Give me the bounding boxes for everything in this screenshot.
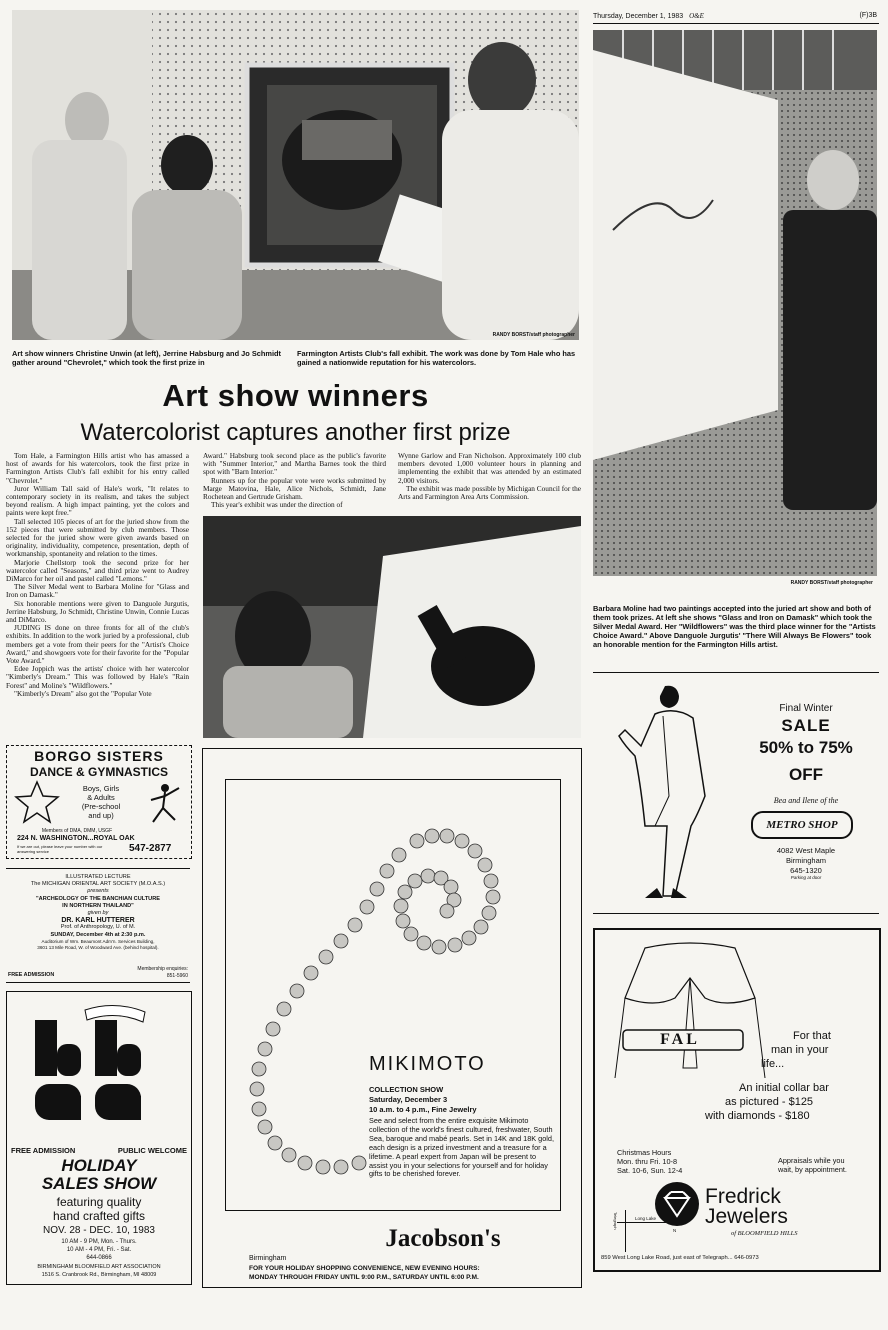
bbaa-hours-1: 10 AM - 9 PM, Mon. - Thurs.: [61, 1239, 137, 1245]
article-paragraph: Runners up for the popular vote were works submitted by Marge Matovina, Hale, Alice Nichols, Schmidt, Jane Rochetean and Gertrude Grisham.: [203, 475, 386, 502]
lecture-phone: 851-5960: [166, 973, 188, 979]
photo-scene: [203, 516, 581, 738]
borgo-line: (Pre-school: [81, 802, 121, 811]
article-paragraph: The Silver Medal went to Barbara Moline for "Glass and Iron on Damask.": [6, 582, 189, 600]
borgo-address: 224 N. WASHINGTON...ROYAL OAK: [17, 835, 135, 842]
bbaa-title-2: SALES SHOW: [41, 1174, 157, 1193]
lecture-line: The MICHIGAN ORIENTAL ART SOCIETY (M.O.A.S.): [30, 881, 166, 888]
article-paragraph: Juror William Tall said of Hale's work, "It relates to contemporary society in its realism, and takes the subject beyond realism. A high impact painting, yet the colors and paints were kept free.": [6, 483, 189, 518]
lecture-line: given by: [87, 910, 109, 917]
diamond-logo-icon: [653, 1180, 701, 1228]
metro-shop-logo: METRO SHOP: [751, 811, 853, 839]
photo-flowers-painting: [593, 30, 877, 586]
ad-oriental-art-lecture: [6, 868, 190, 983]
lecture-line: IN NORTHERN THAILAND": [62, 902, 134, 909]
fredrick-appraisals-1: Appraisals while you: [778, 1156, 845, 1165]
article-paragraph: This year's exhibit was under the direction of: [211, 500, 343, 510]
lecture-line: SUNDAY, December 4th at 2:30 p.m.: [50, 931, 146, 938]
mikimoto-line-2: Saturday, December 3: [369, 1095, 448, 1104]
ad-metro-shop: [593, 676, 879, 908]
article-paragraph: JUDING IS done on three fronts for all of the club's exhibits. In addition to the work juried by a professional, club members get a vote from their peers for the "Artist's Choice Award," and showgoers vote for their favorite for the "Popular Vote Award.": [6, 623, 189, 666]
photo2-credit: RANDY BORST/staff photographer: [790, 580, 873, 586]
lecture-membership: Membership enquiries:: [137, 966, 188, 972]
metro-line-1: Final Winter: [779, 703, 833, 714]
lecture-line: presents: [87, 888, 109, 895]
lecture-free: FREE ADMISSION: [8, 972, 55, 978]
lecture-line: "ARCHEOLOGY OF THE BANCHIAN CULTURE: [36, 895, 160, 902]
ad-fredrick-jewelers: [593, 928, 881, 1272]
bbaa-dates: NOV. 28 - DEC. 10, 1983: [43, 1225, 155, 1236]
metro-sale: SALE: [781, 716, 831, 735]
article-paragraph: Tall selected 105 pieces of art for the juried show from the 152 pieces that were submitted by club members. Those selected for the juried show were given awards based on originality, individuality, competence, presentation, depth of workmanship, spontaneity and relation to the times.: [6, 516, 189, 559]
fredrick-hours-2: Mon. thru Fri. 10-8: [617, 1157, 678, 1166]
fredrick-line-6: with diamonds - $180: [705, 1110, 810, 1122]
borgo-line: and up): [88, 811, 114, 820]
jacobsons-footer-2: MONDAY THROUGH FRIDAY UNTIL 9:00 P.M., SATURDAY UNTIL 6:00 P.M.: [249, 1274, 479, 1281]
map-telegraph-label: Telegraph: [613, 1212, 618, 1230]
fredrick-line-4: An initial collar bar: [739, 1082, 829, 1094]
article-column-2: [203, 452, 386, 509]
borgo-name: BORGO SISTERS: [34, 748, 164, 764]
article-paragraph: Marjorie Chellstorp took the second prize for her watercolor called "Seasons," and third prize went to Audrey DiMarco for her oil and pastel called "Lemons.": [6, 557, 189, 584]
borgo-type: DANCE & GYMNASTICS: [29, 765, 168, 779]
borgo-members: Members of DMA, DMM, USGF: [41, 828, 113, 834]
metro-owners: Bea and Ilene of the: [773, 796, 839, 805]
article-paragraph: Six honorable mentions were given to Danguole Jurgutis, Jerrine Habsburg, Jo Schmidt, Christine Unwin, Connie Lucas and DiMarco.: [6, 598, 189, 625]
article-paragraph: "Kimberly's Dream" also got the "Popular Vote: [14, 688, 152, 698]
article-subhead: Watercolorist captures another first prize: [80, 419, 511, 446]
mikimoto-brand: MIKIMOTO: [369, 1053, 486, 1075]
mikimoto-line-3: 10 a.m. to 4 p.m., Fine Jewelry: [369, 1105, 477, 1114]
bbaa-free-admission: FREE ADMISSION: [11, 1146, 76, 1155]
jacobsons-footer-1: FOR YOUR HOLIDAY SHOPPING CONVENIENCE, NEW EVENING HOURS:: [249, 1265, 480, 1272]
header-date: Thursday, December 1, 1983: [593, 13, 684, 20]
map-long-lake-label: Long Lake: [635, 1216, 657, 1221]
jacobsons-city: Birmingham: [249, 1255, 287, 1262]
metro-address-2: Birmingham: [785, 856, 826, 865]
photo1-credit: RANDY BORST/staff photographer: [492, 332, 575, 338]
lecture-line: Auditorium of Wm. Beaumont Adm'n. Services Building,: [41, 938, 155, 944]
jacobsons-logo: Jacobson's: [385, 1225, 501, 1252]
bbaa-sub-2: hand crafted gifts: [52, 1209, 146, 1223]
metro-address-1: 4082 West Maple: [776, 846, 836, 855]
bbaa-sub-1: featuring quality: [56, 1195, 142, 1209]
fredrick-appraisals-2: wait, by appointment.: [778, 1165, 847, 1174]
photo-scene: [593, 30, 877, 576]
article-column-1: [6, 452, 189, 698]
fredrick-line-2: man in your: [771, 1044, 829, 1056]
bbaa-hours-2: 10 AM - 4 PM, Fri. - Sat.: [66, 1247, 132, 1253]
borgo-line: & Adults: [87, 793, 115, 802]
ad-mikimoto-jacobsons: [202, 748, 582, 1288]
fredrick-name-1: Fredrick: [705, 1185, 781, 1208]
mikimoto-body: See and select from the entire exquisite Mikimoto collection of the world's finest cultured, freshwater, South Sea, baroque and mabé pearls. Set in 14K and 18K gold, each design is a prized investment and a treasure for a lifetime. A pearl expert from Japan will be present to assist you in your selections for yourself and for holiday gifts to be cherished forever.: [369, 1116, 554, 1179]
borgo-phone: 547-2877: [129, 843, 172, 854]
fashion-model-illustration: [605, 676, 725, 904]
lecture-line: 3601 13 Mile Road, W. of Woodward Ave. (behind hospital).: [37, 944, 159, 950]
fredrick-address: 859 West Long Lake Road, just east of Telegraph... 646-0973: [601, 1255, 759, 1261]
mikimoto-line-1: COLLECTION SHOW: [369, 1085, 444, 1094]
photo-scene: [12, 10, 579, 340]
fredrick-line-5: as pictured - $125: [725, 1096, 814, 1108]
collar-bar-initials: FAL: [660, 1031, 700, 1048]
photo-moline-painting: [203, 516, 581, 738]
article-paragraph: The exhibit was made possible by Michigan Council for the Arts and Farmington Area Arts Commission.: [398, 483, 581, 502]
metro-off: OFF: [789, 765, 823, 784]
photo-art-show-winners: [12, 10, 579, 340]
article-headline: Art show winners: [162, 378, 429, 413]
lecture-speaker: DR. KARL HUTTERER: [61, 917, 135, 925]
page-header: [593, 12, 877, 20]
bbaa-org: BIRMINGHAM BLOOMFIELD ART ASSOCIATION: [37, 1264, 161, 1270]
lecture-line: Prof. of Anthropology, U. of M.: [60, 924, 136, 931]
metro-phone: 645-1320: [790, 866, 822, 875]
bbaa-address: 1516 S. Cranbrook Rd., Birmingham, MI 48009: [41, 1272, 157, 1278]
fredrick-line-3: life...: [761, 1058, 785, 1070]
header-page: (F)3B: [859, 12, 877, 19]
bbaa-title-1: HOLIDAY: [61, 1156, 137, 1175]
star-gymnast-icon: [15, 780, 59, 824]
map-north-label: N: [673, 1228, 677, 1233]
bbaa-phone: 644-0866: [86, 1255, 112, 1261]
article-paragraph: Wynne Garlow and Fran Nicholson. Approximately 100 club members devoted 1,000 volunteer hours in planning and implementing the exhibit that was attended by an estimated 2,000 visitors.: [398, 451, 581, 485]
ad-borgo-sisters: [6, 745, 192, 859]
dancer-icon: [145, 782, 185, 826]
photo1-caption-right: Farmington Artists Club's fall exhibit. The work was done by Tom Hale who has gained a nationwide reputation for his watercolors.: [297, 349, 576, 367]
fredrick-name-3: of BLOOMFIELD HILLS: [731, 1230, 798, 1237]
bbaa-public-welcome: PUBLIC WELCOME: [117, 1146, 187, 1155]
bbaa-logo: [25, 1000, 175, 1130]
header-paper: O&E: [689, 12, 704, 20]
metro-parking: Parking at door: [790, 875, 822, 880]
photo2-caption: Barbara Moline had two paintings accepted into the juried art show and both of them took prizes. At left she shows "Glass and Iron on Damask" which took the Silver Medal Award. Her "Wildflowers" was the third place winner for the "Artists Choice Award." Above Danguole Jurgutis' "There Will Always Be Flowers" took an honorable mention for the Farmington Hills artist.: [593, 604, 876, 649]
article-paragraph: Edee Joppich was the artists' choice with her watercolor "Kimberly's Dream." This was followed by Hale's "Rain Forest" and Moline's "Wildflowers.": [6, 664, 189, 690]
fredrick-line-1: For that: [793, 1030, 831, 1042]
borgo-note: If we are out, please leave your number with our answering service: [17, 844, 103, 854]
article-paragraph: Award." Habsburg took second place as the public's favorite with "Summer Interior," and Martha Barnes took the third spot with "Barn Interior.": [203, 451, 386, 477]
borgo-line: Boys, Girls: [82, 784, 120, 793]
fredrick-name-2: Jewelers: [705, 1205, 788, 1228]
fredrick-hours-1: Christmas Hours: [617, 1148, 672, 1157]
article-column-3: [398, 452, 581, 501]
photo1-caption-left: Art show winners Christine Unwin (at left), Jerrine Habsburg and Jo Schmidt gather around "Chevrolet," which took the first prize in: [12, 349, 281, 367]
fredrick-hours-3: Sat. 10-6, Sun. 12-4: [617, 1166, 683, 1175]
shirt-collar-illustration: [605, 938, 775, 1078]
metro-discount: 50% to 75%: [759, 738, 853, 757]
article-paragraph: Tom Hale, a Farmington Hills artist who has amassed a host of awards for his watercolors, took the first prize in Farmington Artists Club's fall exhibit for his entry called "Chevrolet.": [6, 451, 189, 485]
ad-bbaa-holiday-show: [6, 991, 192, 1285]
lecture-line: ILLUSTRATED LECTURE: [65, 874, 131, 880]
